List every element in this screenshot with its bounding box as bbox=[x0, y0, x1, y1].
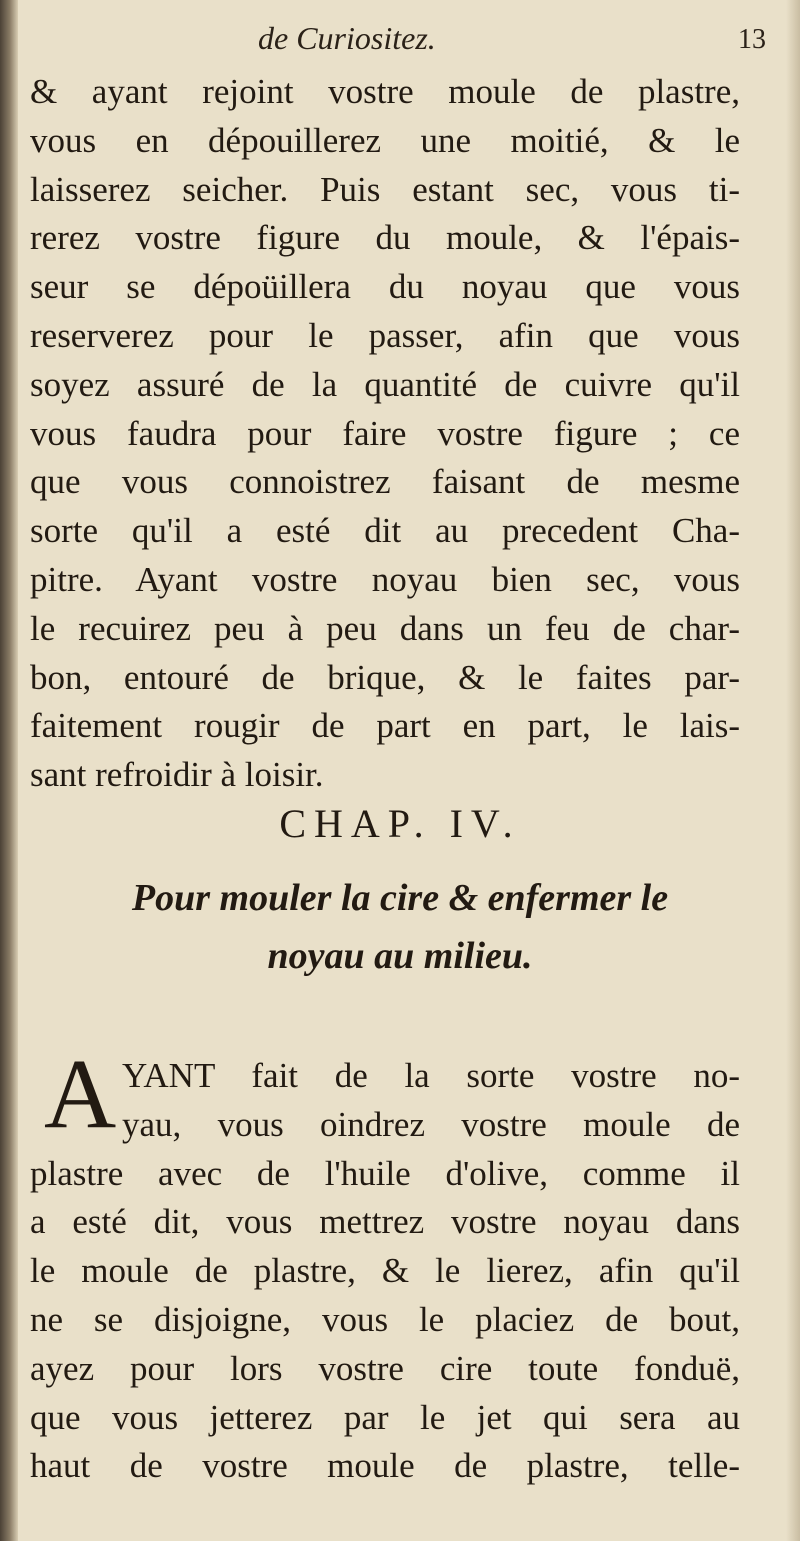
paragraph-2 bbox=[30, 1052, 740, 1491]
chapter-heading: CHAP. IV. bbox=[279, 801, 521, 846]
text-line: ayez pour lors vostre cire toute fonduë, bbox=[30, 1348, 740, 1388]
paragraph-1 bbox=[30, 68, 740, 800]
text-line: seur se dépoüillera du noyau que vous bbox=[30, 267, 740, 307]
text-line: vous faudra pour faire vostre figure ; ce bbox=[30, 413, 740, 453]
text-line: bon, entouré de brique, & le faites par- bbox=[30, 657, 740, 697]
text-line: laisserez seicher. Puis estant sec, vous ti- bbox=[30, 169, 740, 209]
text-line: sant refroidir à loisir. bbox=[30, 755, 324, 795]
text-line: le moule de plastre, & le lierez, afin qu'il bbox=[30, 1251, 740, 1291]
running-head: de Curiositez. bbox=[258, 20, 436, 56]
text-line: a esté dit, vous mettrez vostre noyau dans bbox=[30, 1202, 740, 1242]
binding-gutter bbox=[0, 0, 18, 1541]
text-line: reserverez pour le passer, afin que vous bbox=[30, 315, 740, 355]
chapter-title-line-2: noyau au milieu. bbox=[267, 935, 533, 977]
page-edge-shadow bbox=[786, 0, 800, 1541]
text-line: sorte qu'il a esté dit au precedent Cha- bbox=[30, 511, 740, 551]
text-line: haut de vostre moule de plastre, telle- bbox=[30, 1446, 740, 1486]
text-line: pitre. Ayant vostre noyau bien sec, vous bbox=[30, 559, 740, 599]
page-header bbox=[30, 20, 770, 70]
text-line: vous en dépouillerez une moitié, & le bbox=[30, 120, 740, 160]
text-line: yau, vous oindrez vostre moule de bbox=[122, 1104, 740, 1144]
text-line: que vous connoistrez faisant de mesme bbox=[30, 462, 740, 502]
drop-cap: A bbox=[44, 1038, 117, 1149]
text-line: soyez assuré de la quantité de cuivre qu'il bbox=[30, 364, 740, 404]
text-line: plastre avec de l'huile d'olive, comme il bbox=[30, 1153, 740, 1193]
text-line: faitement rougir de part en part, le lais- bbox=[30, 706, 740, 746]
chapter-title-line-1: Pour mouler la cire & enfermer le bbox=[131, 877, 669, 919]
text-line: & ayant rejoint vostre moule de plastre, bbox=[30, 72, 740, 111]
text-line: ne se disjoigne, vous le placiez de bout, bbox=[30, 1299, 740, 1339]
text-line: rerez vostre figure du moule, & l'épais- bbox=[30, 218, 740, 258]
text-line: que vous jetterez par le jet qui sera au bbox=[30, 1397, 740, 1437]
text-line: YANT fait de la sorte vostre no- bbox=[122, 1056, 740, 1095]
page-number: 13 bbox=[738, 24, 766, 55]
text-line: le recuirez peu à peu dans un feu de char- bbox=[30, 608, 740, 648]
